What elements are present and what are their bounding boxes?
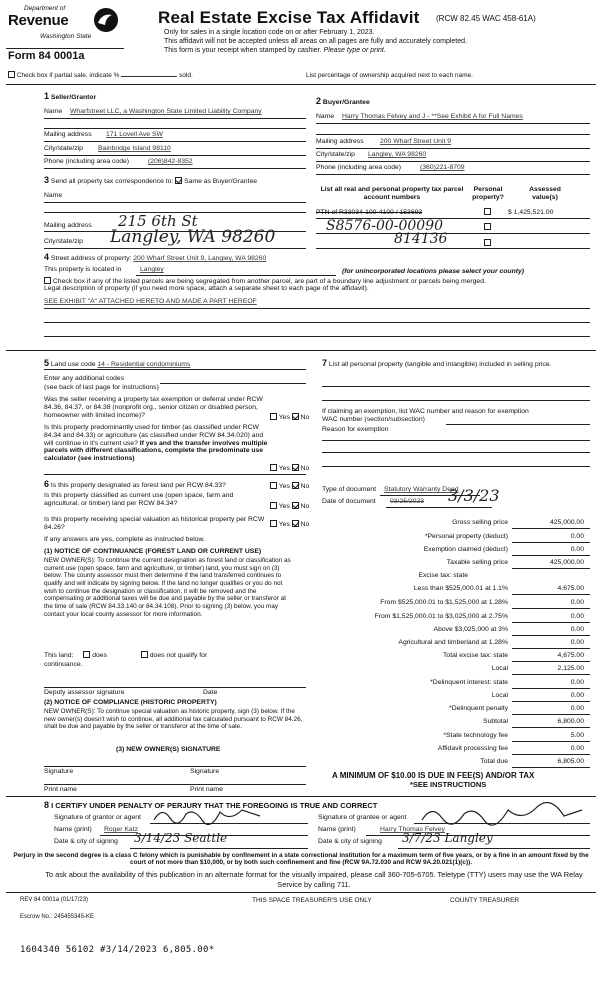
revenue-logo — [6, 5, 124, 45]
buyer-name-label: Name — [316, 113, 335, 120]
grantee-date-label: Date & city of signing — [318, 838, 382, 845]
header-note-1: Only for sales in a single location code on or after February 1, 2023. — [164, 29, 375, 36]
located-city[interactable]: Langley — [140, 266, 164, 273]
affidavit-fee-value[interactable]: 0.00 — [570, 745, 584, 752]
corr-mail-label: Mailing address — [44, 222, 92, 229]
seller-phone-label: Phone (including area code) — [44, 158, 130, 165]
escrow-number: Escrow No.: 245455345-KE — [20, 914, 95, 920]
grantor-sig-label: Signature of grantor or agent — [54, 814, 141, 821]
exemption-no-checkbox[interactable] — [292, 413, 299, 420]
grantor-name-label: Name (print) — [54, 826, 92, 833]
buyer-phone[interactable]: (360)221-8709 — [420, 164, 465, 171]
continuance-word: continuance. — [44, 661, 83, 668]
additional-codes-note: (see back of last page for instructions) — [44, 384, 159, 391]
seller-heading: 1 Seller/Grantor — [44, 91, 97, 101]
seller-name-label: Name — [44, 108, 63, 115]
correspondence-row: 3 Send all property tax correspondence to: Same as Buyer/Grantee — [44, 175, 258, 185]
header-note-3: This form is your receipt when stamped by cashier. Please type or print. — [164, 47, 386, 54]
new-owner-signature-title: (3) NEW OWNER(S) SIGNATURE — [116, 746, 221, 753]
seller-mail[interactable]: 171 Lovell Ave SW — [106, 131, 163, 138]
timber-yes-checkbox[interactable] — [270, 464, 277, 471]
doc-date-handwritten[interactable]: 3/3/23 — [448, 486, 500, 505]
historic-yes-checkbox[interactable] — [270, 520, 277, 527]
forest-question: 6 Is this property designated as forest land per RCW 84.33? — [44, 479, 226, 489]
parcel-1-personal-checkbox[interactable] — [484, 208, 491, 215]
total-state-value[interactable]: 4,675.00 — [557, 652, 584, 659]
timber-yes-no: Yes No — [270, 464, 309, 473]
exemption-yes-no: Yes No — [270, 413, 309, 422]
buyer-city[interactable]: Langley, WA 98260 — [368, 151, 427, 158]
corr-city-label: City/state/zip — [44, 238, 83, 245]
exemption-question: Was the seller receiving a property tax exemption or deferral under RCW 84.36, 84.37, or 84.38 (nonprofit org., senior citizen or disabled person, homeowner with limited income)? — [44, 396, 263, 419]
wac-label: WAC number (section/subsection) — [322, 416, 425, 423]
parcel-1[interactable]: PTN of R33034-100-4100 / 153693 — [316, 209, 423, 216]
ownership-note: List percentage of ownership acquired next to each name. — [306, 72, 473, 79]
total-due-label: Total due — [480, 758, 508, 765]
total-due-value[interactable]: 6,805.00 — [557, 758, 584, 765]
affidavit-fee-label: Affidavit processing fee — [437, 745, 508, 752]
property-address[interactable]: 200 Wharf Street Unit 9, Langley, WA 98260 — [133, 255, 267, 262]
tier-3-value[interactable]: 0.00 — [570, 613, 584, 620]
doc-type-label: Type of document — [322, 486, 377, 493]
subtotal-label: Subtotal — [483, 718, 508, 725]
logo-revenue: Revenue — [8, 12, 69, 29]
county-treasurer: COUNTY TREASURER — [450, 897, 520, 904]
seller-mail-label: Mailing address — [44, 131, 92, 138]
parcel-col-header: List all real and personal property tax parcel account numbers — [320, 186, 464, 201]
delinquent-interest-label: *Delinquent interest: state — [430, 679, 508, 686]
buyer-name[interactable]: Harry Thomas Felvey and J - **See Exhibit A for Full Names — [342, 113, 523, 120]
parcel-1-value[interactable]: $ 1,425,521.00 — [508, 209, 554, 216]
treasurer-use: THIS SPACE TREASURER'S USE ONLY — [252, 897, 372, 904]
parcel-2[interactable]: S8576-00-00090 — [326, 218, 444, 234]
exemption-yes-checkbox[interactable] — [270, 413, 277, 420]
seller-city[interactable]: Bainbridge Island 98110 — [98, 145, 171, 152]
personal-deduct-label: *Personal property (deduct) — [424, 533, 508, 540]
agri-label: Agricultural and timberland at 1.28% — [398, 639, 508, 646]
grantee-name[interactable]: Harry Thomas Felvey — [380, 826, 445, 833]
seller-city-label: City/state/zip — [44, 145, 83, 152]
compliance-text: NEW OWNER(S): To continue special valuation as historic property, sign (3) below. If the new owner(s) doesn't wish to continue, all additional tax calculated pursuant to RCW 84.26, shall be due and payable by the seller or transferor at the time of sale. — [44, 708, 303, 731]
exemption-deduct-value[interactable]: 0.00 — [570, 546, 584, 553]
agri-value[interactable]: 0.00 — [570, 639, 584, 646]
additional-codes-label: Enter any additional codes — [44, 375, 125, 382]
wa-logo-icon — [92, 7, 120, 33]
corr-city[interactable]: Langley, WA 98260 — [110, 227, 276, 247]
see-instructions: *SEE INSTRUCTIONS — [410, 780, 487, 789]
compliance-title: (2) NOTICE OF COMPLIANCE (HISTORIC PROPERTY) — [44, 699, 217, 706]
grantee-date-city[interactable]: 3/7/23 Langley — [402, 831, 493, 845]
local-2-label: Local — [491, 692, 508, 699]
segregation-row: Check box if any of the listed parcels are being segregated from another parcel, are part of a boundary line adjustment or parcels being merged. — [44, 277, 486, 286]
parcel-2-personal-checkbox[interactable] — [484, 223, 491, 230]
parcel-3[interactable]: 814136 — [394, 231, 448, 247]
seller-name[interactable]: Wharfstreet LLC, a Washington State Limited Liability Company — [70, 108, 262, 115]
uninc-note: (for unincorporated locations please select your county) — [342, 268, 525, 275]
buyer-city-label: City/state/zip — [316, 151, 355, 158]
form-number: Form 84 0001a — [8, 50, 85, 62]
tier-2-value[interactable]: 0.00 — [570, 599, 584, 606]
located-label: This property is located in — [44, 266, 122, 273]
cashier-stamp: 1604340 56102 #3/14/2023 6,805.00* — [20, 945, 215, 955]
forest-yes-checkbox[interactable] — [270, 482, 277, 489]
this-land-row: This land: does does not qualify for — [44, 652, 208, 659]
buyer-phone-label: Phone (including area code) — [316, 164, 402, 171]
grantor-date-label: Date & city of signing — [54, 838, 118, 845]
delinquent-penalty-value[interactable]: 0.00 — [570, 705, 584, 712]
if-yes-note: If any answers are yes, complete as instructed below. — [44, 536, 205, 543]
perjury-notice: Perjury in the second degree is a class C felony which is punishable by confinement in a state correctional institution for a maximum term of five years, or by a fine in an amount fixed by the court of not more than $10,000, or by both such confinement and fine (RCW 9A.72.030 and RCW 9A.20.021(1)(c)). — [13, 852, 589, 867]
same-as-buyer-checkbox[interactable] — [175, 177, 182, 184]
forest-yes-no: Yes No — [270, 482, 309, 491]
seller-phone[interactable]: (206)842-8352 — [148, 158, 193, 165]
segregation-checkbox[interactable] — [44, 277, 51, 284]
tier-3-label: From $1,525,000.01 to $3,025,000 at 2.75% — [374, 613, 508, 620]
tier-2-label: From $525,000.01 to $1,525,000 at 1.28% — [380, 599, 508, 606]
historic-yes-no: Yes No — [270, 520, 309, 529]
grantee-sig-label: Signature of grantee or agent — [318, 814, 407, 821]
deputy-date-label: Date — [203, 689, 218, 696]
total-state-label: Total excise tax: state — [443, 652, 508, 659]
partial-sale-checkbox[interactable] — [8, 71, 15, 78]
certify-heading: 8 I CERTIFY UNDER PENALTY OF PERJURY THAT THE FOREGOING IS TRUE AND CORRECT — [44, 800, 378, 810]
legal-description[interactable]: SEE EXHIBIT "A" ATTACHED HERETO AND MADE A PART HEREOF — [44, 298, 257, 305]
delinquent-interest-value[interactable]: 0.00 — [570, 679, 584, 686]
taxable-value[interactable]: 425,000.00 — [549, 559, 584, 566]
buyer-heading: 2 Buyer/Grantee — [316, 96, 370, 106]
header-note-2: This affidavit will not be accepted unless all areas on all pages are fully and accurately completed. — [164, 38, 467, 45]
gross-label: Gross selling price — [452, 519, 508, 526]
street-address-row: 4 Street address of property: 200 Wharf Street Unit 9, Langley, WA 98260 — [44, 252, 267, 262]
gross-value[interactable]: 425,000.00 — [549, 519, 584, 526]
forest-no-checkbox[interactable] — [292, 482, 299, 489]
tier-4-label: Above $3,025,000 at 3% — [433, 626, 508, 633]
timber-no-checkbox[interactable] — [292, 464, 299, 471]
tech-fee-label: *State technology fee — [443, 732, 508, 739]
delinquent-penalty-label: *Delinquent penalty — [449, 705, 508, 712]
exempt-reason-label: Reason for exemption — [322, 426, 389, 433]
land-use-row: 5 Land use code 14 - Residential condominiums — [44, 358, 191, 368]
legal-description-label: Legal description of property (if you need more space, attach a separate sheet to each page of the affidavit). — [44, 285, 369, 292]
personal-deduct-value[interactable]: 0.00 — [570, 533, 584, 540]
local-value[interactable]: 2,125.00 — [557, 665, 584, 672]
doc-date-typed: 03/25/2023 — [390, 498, 425, 505]
parcel-3-personal-checkbox[interactable] — [484, 239, 491, 246]
grantor-date-city[interactable]: 3/14/23 Seattle — [134, 831, 228, 845]
deputy-signature-label: Deputy assessor signature — [44, 689, 125, 696]
tier-4-value[interactable]: 0.00 — [570, 626, 584, 633]
owner-print-1-label: Print name — [44, 786, 77, 793]
continuance-text: NEW OWNER(S): To continue the current designation as forest land or classification as current use (open space, farm and agriculture, or timber) land, you must sign on (3) below. The county assessor must then determine if the land transferred continues to qualify and will indicate by signing below. If the land no longer qualifies or you do not wish to continue the designation or classification, it will be removed and the compensating or additional taxes will be due and payable by the seller or transferor at the time of sale (RCW 84.33.140 or 84.34.108). Prior to signing (3) below, you may contact your local county assessor for more information. — [44, 557, 291, 618]
tech-fee-value[interactable]: 5.00 — [570, 732, 584, 739]
historic-question: Is this property receiving special valuation as historical property per RCW 84.26? — [44, 516, 265, 531]
partial-sale-row: Check box if partial sale, indicate % sold. — [8, 71, 193, 79]
buyer-mail[interactable]: 200 Wharf Street Unit 9 — [380, 138, 452, 145]
minimum-fee-note: A MINIMUM OF $10.00 IS DUE IN FEE(S) AND/OR TAX — [332, 771, 535, 780]
owner-sig-1-label: Signature — [44, 768, 74, 775]
tier-1-label: Less than $525,000.01 at 1.1% — [413, 585, 508, 592]
current-use-yes-no: Yes No — [270, 502, 309, 511]
exempt-claim-label: If claiming an exemption, list WAC number and reason for exemption — [322, 408, 529, 415]
excise-state-label: Excise tax: state — [418, 572, 468, 579]
personal-property-list: 7 List all personal property (tangible and intangible) included in selling price. — [322, 358, 552, 368]
exemption-deduct-label: Exemption claimed (deduct) — [423, 546, 508, 553]
current-use-no-checkbox[interactable] — [292, 502, 299, 509]
logo-dept: Department of — [24, 5, 66, 12]
doc-date-label: Date of document — [322, 498, 376, 505]
rev-number: REV 84 0001a (01/17/23) — [20, 897, 89, 903]
local-2-value[interactable]: 0.00 — [570, 692, 584, 699]
owner-print-2-label: Print name — [190, 786, 223, 793]
grantor-name[interactable]: Roger Katz — [104, 826, 139, 833]
timber-question: Is this property predominantly used for timber (as classified under RCW 84.34 and 84.33) or agriculture (as classified under RCW 84.34.020) and will continue in it's current use? If yes and the transfer involves multiple parcels with different classifications, complete the predominate use calculator (see instructions) — [44, 424, 268, 463]
land-does-checkbox[interactable] — [83, 651, 90, 658]
accessibility-notice: To ask about the availability of this publication in an alternate format for the visually impaired, please call 360-705-6705. Teletype (TTY) users may use the WA Relay Service by calling 711. — [45, 870, 583, 889]
rcw-reference: (RCW 82.45 WAC 458-61A) — [436, 14, 536, 23]
grantee-name-label: Name (print) — [318, 826, 356, 833]
corr-name-label: Name — [44, 192, 63, 199]
owner-sig-2-label: Signature — [190, 768, 220, 775]
local-label: Local — [491, 665, 508, 672]
taxable-label: Taxable selling price — [446, 559, 508, 566]
land-not-qualify-checkbox[interactable] — [141, 651, 148, 658]
land-use-code[interactable]: 14 - Residential condominiums — [97, 361, 191, 368]
current-use-question: Is this property classified as current use (open space, farm and agricultural, or timber) land per RCW 84.34? — [44, 492, 234, 507]
historic-no-checkbox[interactable] — [292, 520, 299, 527]
logo-state: Washington State — [40, 33, 92, 40]
form-title: Real Estate Excise Tax Affidavit — [158, 8, 420, 27]
personal-col-header: Personal property? — [472, 186, 504, 201]
buyer-mail-label: Mailing address — [316, 138, 364, 145]
tier-1-value[interactable]: 4,675.00 — [557, 585, 584, 592]
assessed-col-header: Assessed value(s) — [529, 186, 561, 201]
corr-mail[interactable]: 215 6th St — [118, 212, 198, 230]
current-use-yes-checkbox[interactable] — [270, 502, 277, 509]
doc-type[interactable]: Statutory Warranty Deed — [384, 486, 459, 493]
subtotal-value[interactable]: 6,800.00 — [557, 718, 584, 725]
continuance-title: (1) NOTICE OF CONTINUANCE (FOREST LAND OR CURRENT USE) — [44, 548, 262, 555]
